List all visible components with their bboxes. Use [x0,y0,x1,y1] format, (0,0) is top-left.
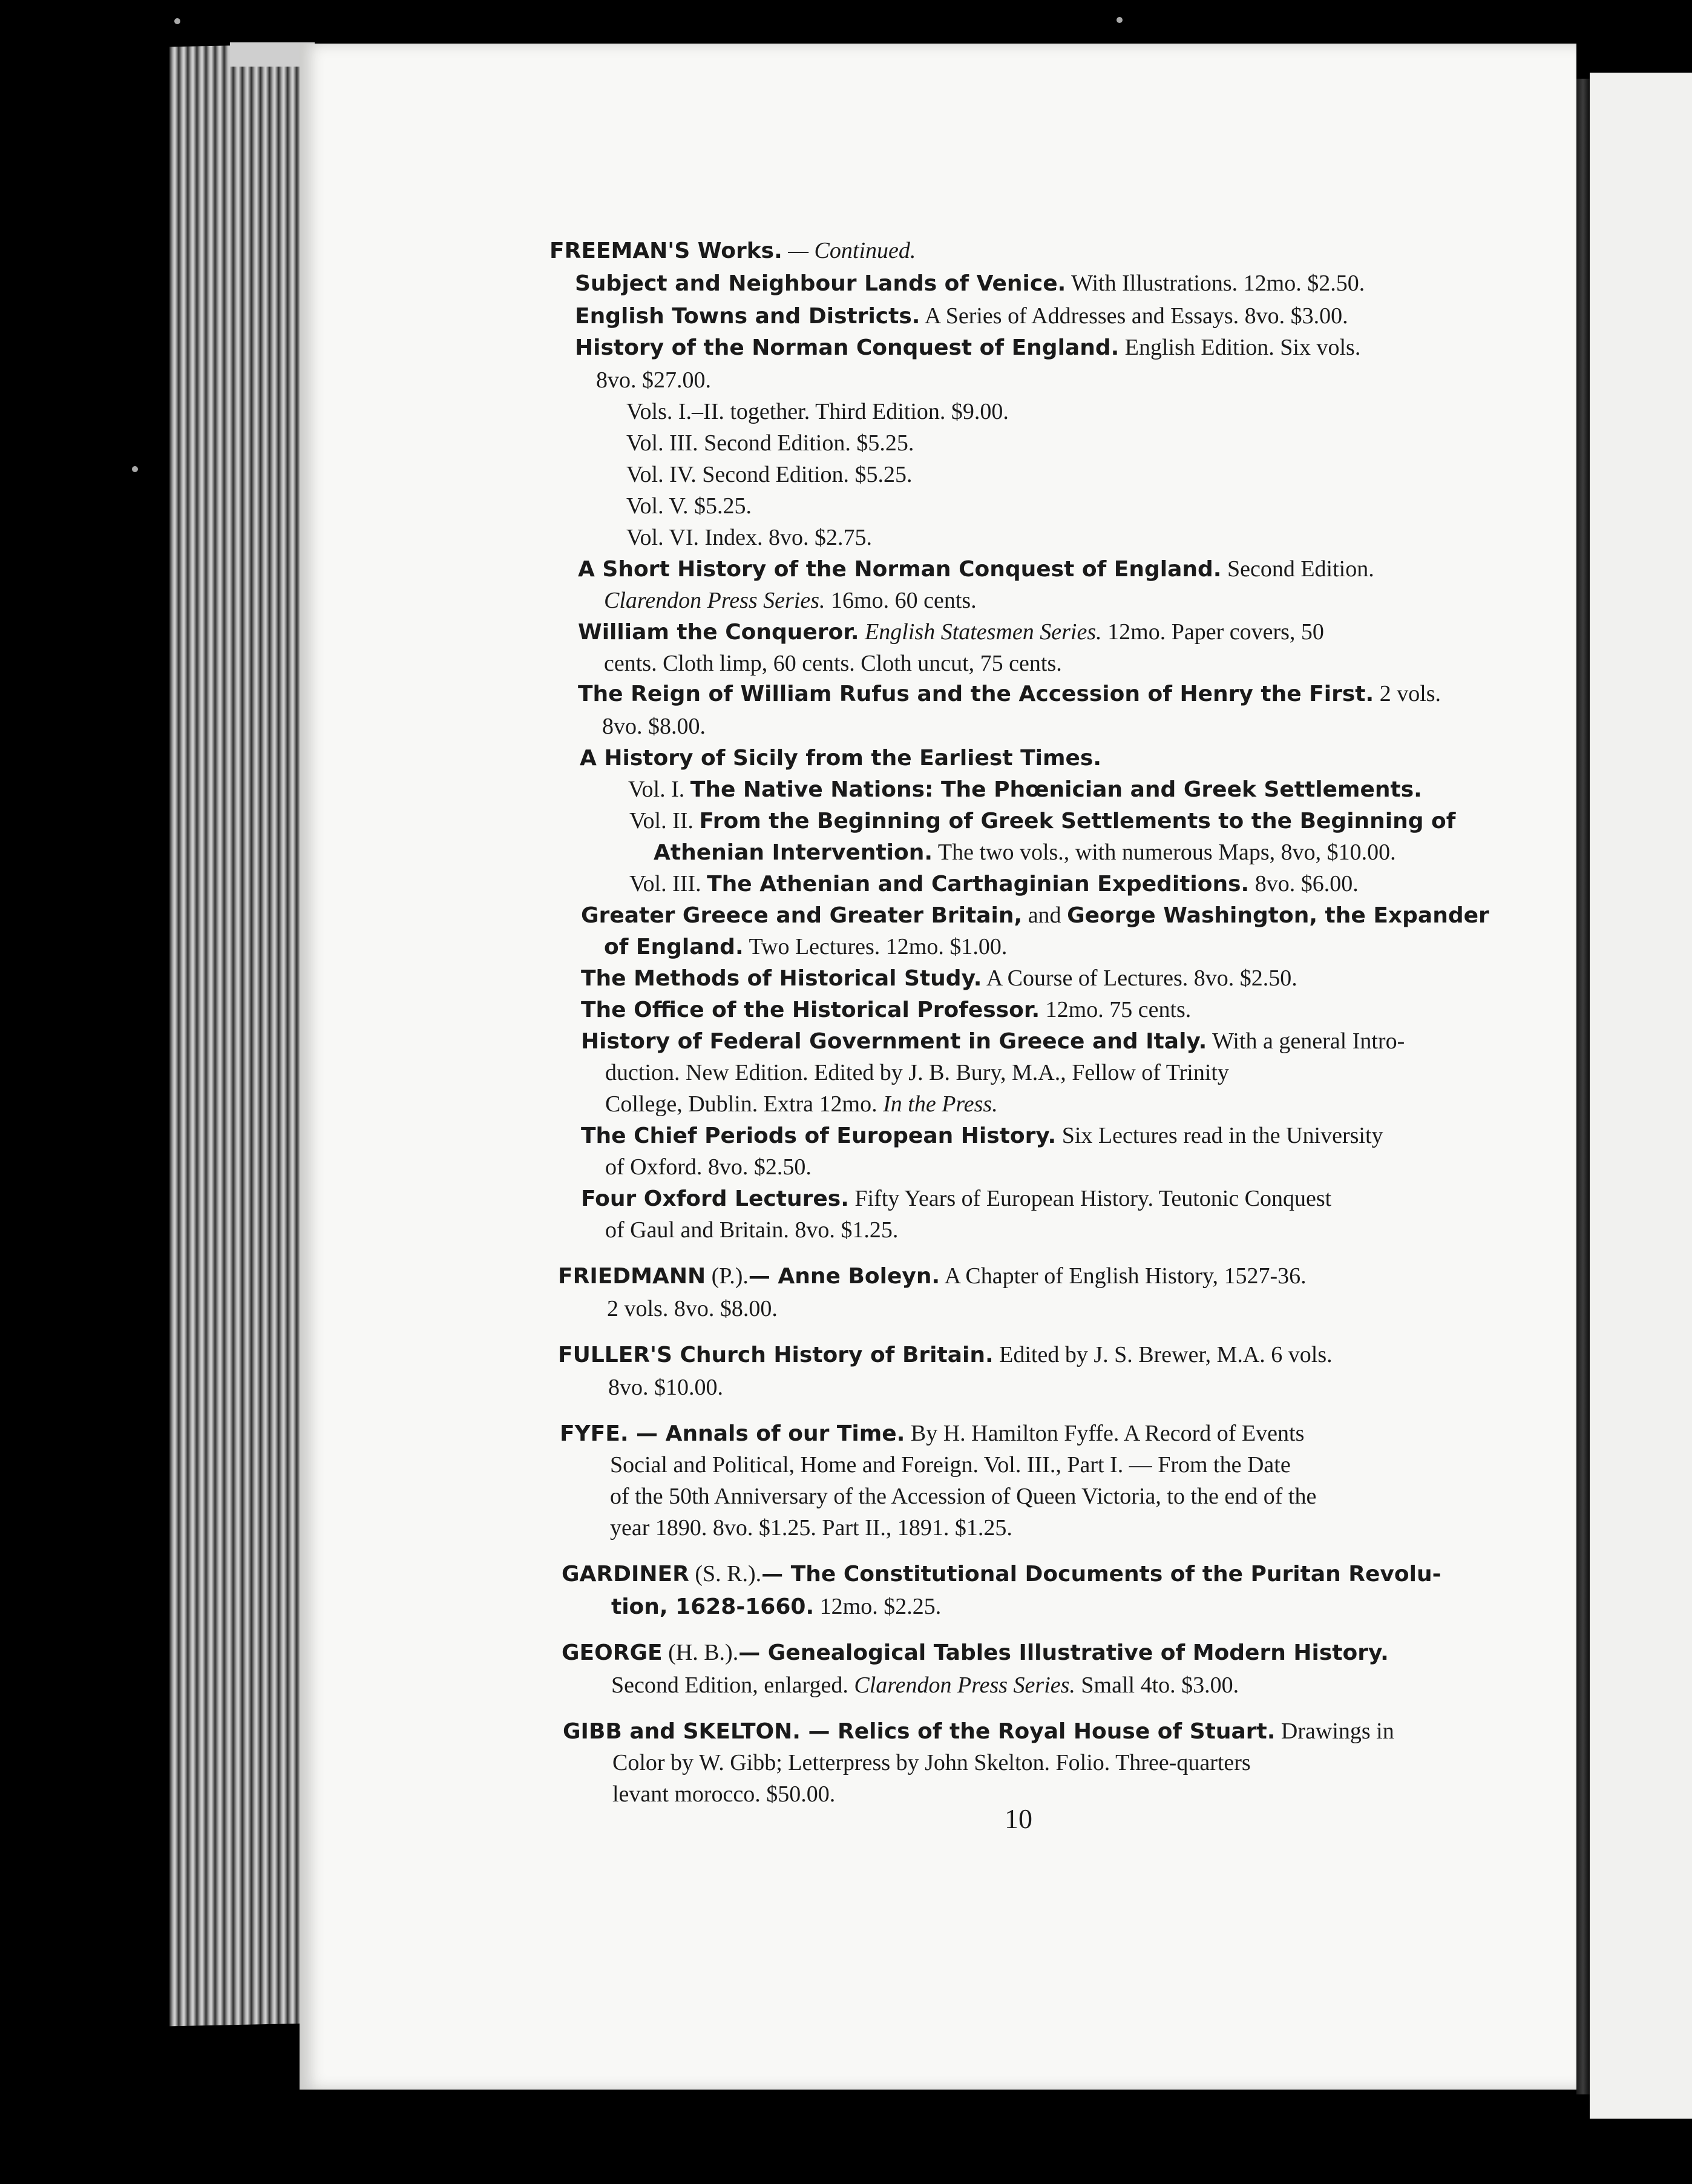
book-details: Edited by J. S. Brewer, M.A. 6 vols. [999,1342,1333,1367]
author-initials: (P.). [711,1263,749,1289]
author-heading: GARDINER [562,1562,689,1587]
book-details: 12mo. $2.25. [819,1594,942,1619]
volume-title: The Athenian and Carthaginian Expeditions. [707,872,1250,896]
book-title: The Chief Periods of European History. [581,1123,1057,1148]
volume-label: Vol. I. [628,777,685,802]
entry-line [562,1558,1441,1590]
entry-line [558,1339,1333,1371]
entry-line [558,1260,1307,1292]
book-title: The Reign of William Rufus and the Accession of Henry the First. [578,682,1374,706]
volume-line [628,774,1422,806]
author-heading: FREEMAN'S Works. [549,238,782,263]
entry-line [581,900,1489,932]
book-details: College, Dublin. Extra 12mo. [605,1091,877,1117]
entry-continuation: levant morocco. $50.00. [612,1781,836,1807]
book-title: GIBB and SKELTON. — Relics of the Royal House of Stuart. [563,1719,1276,1744]
volume-line [629,868,1359,900]
book-details: With a general Intro- [1212,1028,1405,1054]
entry-line [562,1637,1389,1669]
entry-continuation [611,1669,1239,1701]
entry-continuation [611,1591,941,1623]
volume-title: The Native Nations: The Phœnician and Greek Settlements. [690,777,1422,802]
entry-line [575,332,1360,364]
book-details: With Illustrations. 12mo. $2.50. [1071,271,1365,296]
book-details: Drawings in [1280,1719,1394,1744]
volume-label: Vol. II. [629,808,694,834]
entry-line [575,300,1348,332]
volume-line: Vol. IV. Second Edition. $5.25. [626,462,913,487]
book-title: English Towns and Districts. [575,304,920,329]
volume-label: Vol. III. [629,871,701,896]
book-details: By H. Hamilton Fyffe. A Record of Events [910,1421,1305,1446]
book-title: FULLER'S Church History of Britain. [558,1343,994,1367]
scan-speck [1117,17,1123,23]
book-title: A History of Sicily from the Earliest Times. [580,746,1102,771]
book-details: Fifty Years of European History. Teutonic Conquest [854,1186,1332,1211]
book-title: — Genealogical Tables Illustrative of Modern History. [738,1640,1389,1665]
entry-line [580,742,1101,774]
book-details: 12mo. 75 cents. [1045,997,1192,1022]
entry-line [560,1418,1304,1450]
page-stack-edge [169,44,309,2027]
page-number: 10 [1005,1803,1032,1834]
price-line: 8vo. $27.00. [596,367,711,393]
entry-line [581,1025,1405,1057]
volume-line: Vols. I.–II. together. Third Edition. $9.00. [626,399,1009,424]
book-title: History of Federal Government in Greece and Italy. [581,1029,1207,1054]
book-details: 16mo. 60 cents. [831,588,977,613]
entry-line [581,962,1297,995]
book-details: A Series of Addresses and Essays. 8vo. $3.00. [924,303,1348,329]
entry-line [581,1183,1331,1215]
entry-continuation: of Oxford. 8vo. $2.50. [605,1154,812,1180]
author-heading: GEORGE [562,1640,663,1665]
entry-line [578,678,1441,710]
book-title: Subject and Neighbour Lands of Venice. [575,271,1066,296]
entry-continuation: 2 vols. 8vo. $8.00. [607,1296,778,1321]
facing-page [1590,73,1692,2119]
scan-speck [174,18,180,24]
conjunction: and [1028,903,1061,928]
book-title: Four Oxford Lectures. [581,1186,849,1211]
book-details: The two vols., with numerous Maps, 8vo, $10.00. [937,840,1396,865]
volume-line: Vol. VI. Index. 8vo. $2.75. [626,525,873,550]
book-gutter [1576,79,1590,2094]
entry-continuation: Social and Political, Home and Foreign. Vol. III., Part I. — From the Date [610,1452,1291,1478]
volume-line [629,805,1455,837]
entry-line [581,994,1191,1026]
book-details: Small 4to. $3.00. [1081,1673,1239,1698]
entry-continuation: duction. New Edition. Edited by J. B. Bury, M.A., Fellow of Trinity [605,1060,1229,1085]
book-title: A Short History of the Norman Conquest of England. [578,557,1222,582]
entry-line [575,268,1365,300]
book-title: William the Conqueror. [578,620,859,645]
book-title: — Anne Boleyn. [748,1264,940,1289]
author-initials: (S. R.). [695,1561,762,1587]
entry-continuation: of Gaul and Britain. 8vo. $1.25. [605,1217,899,1243]
entry-continuation [605,1088,998,1120]
book-details: 8vo. $6.00. [1254,871,1359,896]
scan-speck [132,466,138,472]
book-details: A Chapter of English History, 1527-36. [944,1263,1307,1289]
book-details: Second Edition, enlarged. [611,1673,848,1698]
book-details: A Course of Lectures. 8vo. $2.50. [986,965,1297,991]
volume-line [654,837,1396,869]
book-title: The Methods of Historical Study. [581,966,982,991]
price-line: cents. Cloth limp, 60 cents. Cloth uncut, 75 cents. [604,651,1062,676]
volume-line: Vol. III. Second Edition. $5.25. [626,430,914,456]
entry-line [563,1715,1394,1748]
book-details: English Edition. Six vols. [1124,335,1361,360]
entry-continuation: Color by W. Gibb; Letterpress by John Skelton. Folio. Three-quarters [612,1750,1251,1775]
entry-line [604,585,977,616]
book-title: History of the Norman Conquest of England. [575,335,1120,360]
freeman-heading-line [549,235,916,267]
book-title: The Office of the Historical Professor. [581,998,1040,1022]
book-title: Greater Greece and Greater Britain, [581,903,1023,928]
entry-continuation: year 1890. 8vo. $1.25. Part II., 1891. $1.25. [610,1515,1012,1541]
series-name: English Statesmen Series. [865,619,1102,645]
book-details: Second Edition. [1227,556,1374,582]
volume-title: From the Beginning of Greek Settlements to the Beginning of [699,809,1456,834]
author-heading: FRIEDMANN [558,1264,706,1289]
author-initials: (H. B.). [668,1640,739,1665]
series-name: Clarendon Press Series. [854,1673,1075,1698]
book-title: of England. [604,935,744,959]
book-title: tion, 1628-1660. [611,1594,815,1619]
continued-label: — Continued. [788,238,916,263]
entry-continuation: 8vo. $10.00. [608,1375,723,1400]
entry-continuation: of the 50th Anniversary of the Accession of Queen Victoria, to the end of the [610,1484,1317,1509]
book-title: FYFE. — Annals of our Time. [560,1421,905,1446]
book-details: Two Lectures. 12mo. $1.00. [749,934,1008,959]
entry-line [578,616,1324,648]
book-title: — The Constitutional Documents of the Puritan Revolu- [761,1562,1441,1587]
entry-line [581,1120,1383,1152]
entry-line [604,931,1007,963]
book-details: 2 vols. [1379,681,1441,706]
price-line: 8vo. $8.00. [602,714,706,739]
press-status: In the Press. [883,1091,998,1117]
entry-line [578,553,1374,585]
volume-title: Athenian Intervention. [654,840,933,865]
book-title: George Washington, the Expander [1067,903,1489,928]
book-details: Six Lectures read in the University [1061,1123,1383,1148]
series-name: Clarendon Press Series. [604,588,825,613]
book-details: 12mo. Paper covers, 50 [1107,619,1324,645]
volume-line: Vol. V. $5.25. [626,493,752,519]
